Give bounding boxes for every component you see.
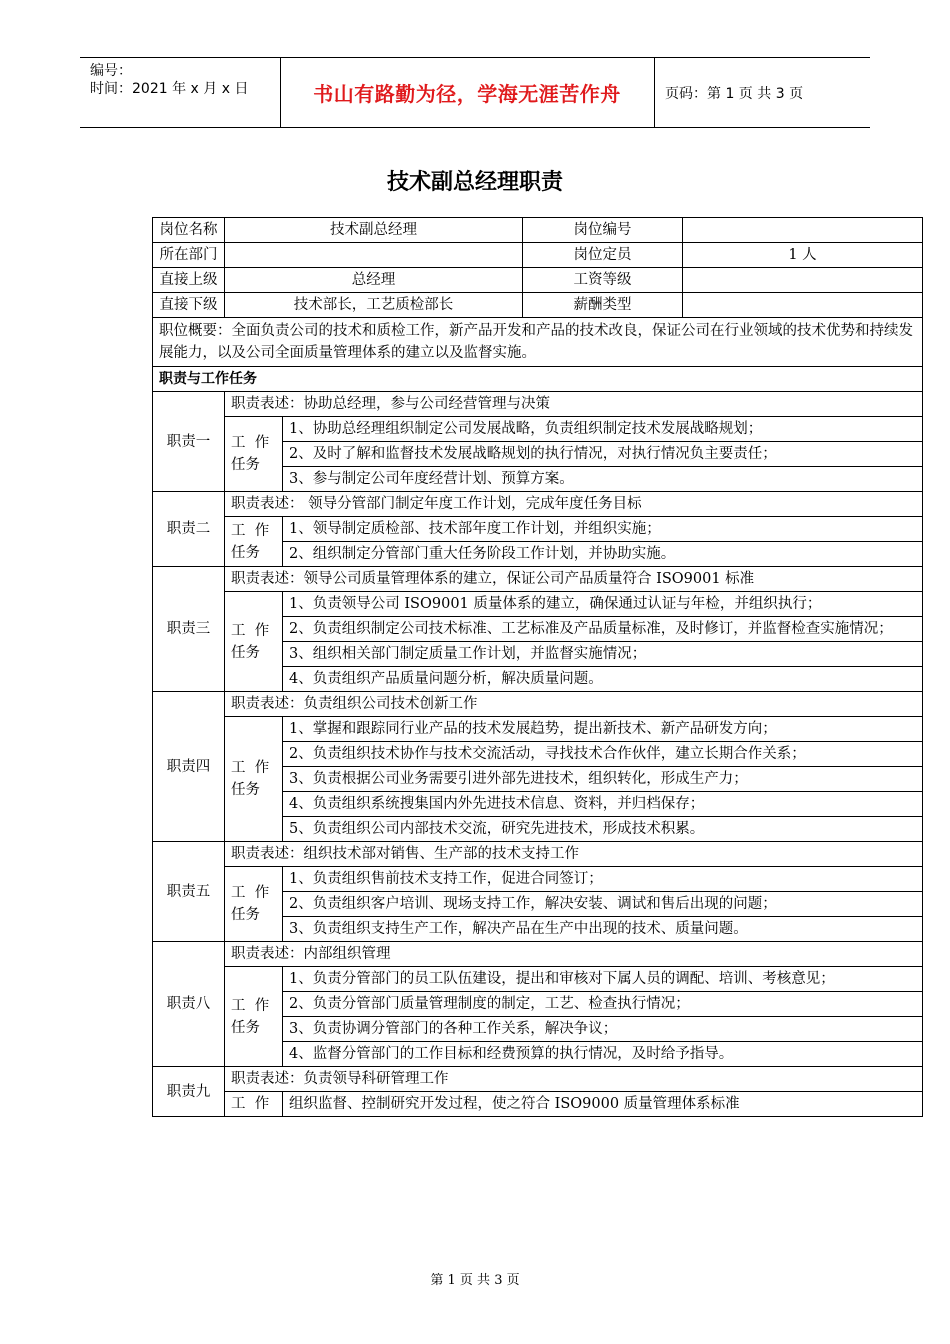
task-item: 4、监督分管部门的工作目标和经费预算的执行情况，及时给予指导。: [283, 1042, 923, 1067]
salary-grade-value: [683, 268, 923, 293]
task-label-line: 任务: [231, 1019, 260, 1036]
duty-statement: 职责表述：负责组织公司技术创新工作: [225, 692, 923, 717]
duty-statement: 职责表述：内部组织管理: [225, 942, 923, 967]
position-name-label: 岗位名称: [153, 218, 225, 243]
task-item: 1、掌握和跟踪同行业产品的技术发展趋势，提出新技术、新产品研发方向；: [283, 717, 923, 742]
position-no-label: 岗位编号: [523, 218, 683, 243]
task-label-line: 任务: [231, 457, 260, 473]
duty-statement-row: [153, 567, 923, 592]
header-motto: 书山有路勤为径，学海无涯苦作舟: [313, 82, 621, 106]
duty-name: 职责五: [153, 842, 225, 942]
task-item: 3、组织相关部门制定质量工作计划，并监督实施情况；: [283, 642, 923, 667]
task-item: 1、负责领导公司 ISO9001 质量体系的建立，确保通过认证与年检，并组织执行；: [283, 592, 923, 617]
document-time: 时间：2021 年 x 月 x 日: [90, 81, 249, 97]
duty-statement: 职责表述：负责领导科研管理工作: [225, 1067, 923, 1092]
task-item: 4、负责组织产品质量问题分析，解决质量问题。: [283, 667, 923, 692]
pay-type-label: 薪酬类型: [523, 293, 683, 318]
task-item: 1、负责分管部门的员工队伍建设，提出和审核对下属人员的调配、培训、考核意见；: [283, 967, 923, 992]
position-name-value: 技术副总经理: [225, 218, 523, 243]
pay-type-value: [683, 293, 923, 318]
duty-statement: 职责表述：协助总经理，参与公司经营管理与决策: [225, 392, 923, 417]
duty-statement-row: [153, 1067, 923, 1092]
overview-row: [153, 318, 923, 367]
info-row: [153, 268, 923, 293]
duty-statement-row: [153, 942, 923, 967]
task-row: [153, 717, 923, 742]
task-item: 组织监督、控制研究开发过程，使之符合 ISO9000 质量管理体系标准: [283, 1092, 923, 1117]
task-item: 4、负责组织系统搜集国内外先进技术信息、资料，并归档保存；: [283, 792, 923, 817]
headcount-value: 1 人: [683, 243, 923, 268]
info-row: [153, 218, 923, 243]
info-row: [153, 243, 923, 268]
task-item: 2、负责分管部门质量管理制度的制定，工艺、检查执行情况；: [283, 992, 923, 1017]
section-heading: 职责与工作任务: [153, 367, 923, 392]
task-label-line: 工 作: [231, 522, 270, 539]
task-item: 3、负责组织支持生产工作，解决产品在生产中出现的技术、质量问题。: [283, 917, 923, 942]
document-header: [80, 57, 870, 128]
task-item: 2、负责组织制定公司技术标准、工艺标准及产品质量标准，及时修订，并监督检查实施情况；: [283, 617, 923, 642]
task-label: [225, 717, 283, 842]
page-title: 技术副总经理职责: [386, 170, 563, 195]
duty-statement-row: [153, 492, 923, 517]
task-item: 1、领导制定质检部、技术部年度工作计划，并组织实施；: [283, 517, 923, 542]
duty-statement-row: [153, 692, 923, 717]
duty-statement-row: [153, 392, 923, 417]
duty-statement-row: [153, 842, 923, 867]
header-divider: [654, 58, 655, 127]
duty-statement: 职责表述：领导公司质量管理体系的建立，保证公司产品质量符合 ISO9001 标准: [225, 567, 923, 592]
task-label: [225, 867, 283, 942]
subordinate-value: 技术部长，工艺质检部长: [225, 293, 523, 318]
subordinate-label: 直接下级: [153, 293, 225, 318]
task-row: [153, 517, 923, 542]
task-row: [153, 417, 923, 442]
task-row: [153, 592, 923, 617]
task-label: [225, 592, 283, 692]
task-label-line: 工 作: [231, 1096, 270, 1112]
task-label-line: 工 作: [231, 997, 270, 1014]
task-item: 3、参与制定公司年度经营计划、预算方案。: [283, 467, 923, 492]
task-item: 2、及时了解和监督技术发展战略规划的执行情况，对执行情况负主要责任；: [283, 442, 923, 467]
duty-statement: 职责表述： 领导分管部门制定年度工作计划，完成年度任务目标: [225, 492, 923, 517]
duty-name: 职责八: [153, 942, 225, 1067]
document-number: 编号：: [90, 63, 132, 79]
task-label-line: 任务: [231, 644, 260, 661]
task-item: 2、组织制定分管部门重大任务阶段工作计划，并协助实施。: [283, 542, 923, 567]
task-label-line: 工 作: [231, 885, 270, 901]
superior-value: 总经理: [225, 268, 523, 293]
task-label-line: 任务: [231, 907, 260, 923]
page-footer: 第 1 页 共 3 页: [430, 1273, 520, 1288]
duty-name: 职责二: [153, 492, 225, 567]
salary-grade-label: 工资等级: [523, 268, 683, 293]
job-overview: 职位概要：全面负责公司的技术和质检工作，新产品开发和产品的技术改良，保证公司在行业领域的技术优势和持续发展能力，以及公司全面质量管理体系的建立以及监督实施。: [153, 318, 923, 367]
task-label-line: 工 作: [231, 622, 270, 639]
section-heading-row: [153, 367, 923, 392]
task-item: 3、负责协调分管部门的各种工作关系，解决争议；: [283, 1017, 923, 1042]
header-meta: [90, 62, 280, 98]
task-label: [225, 517, 283, 567]
task-item: 3、负责根据公司业务需要引进外部先进技术，组织转化，形成生产力；: [283, 767, 923, 792]
task-label-line: 工 作: [231, 435, 270, 451]
task-item: 1、负责组织售前技术支持工作，促进合同签订；: [283, 867, 923, 892]
task-label: [225, 417, 283, 492]
task-row: [153, 967, 923, 992]
position-no-value: [683, 218, 923, 243]
info-row: [153, 293, 923, 318]
task-item: 5、负责组织公司内部技术交流，研究先进技术，形成技术积累。: [283, 817, 923, 842]
duty-name: 职责四: [153, 692, 225, 842]
dept-label: 所在部门: [153, 243, 225, 268]
duty-name: 职责一: [153, 392, 225, 492]
task-row: [153, 867, 923, 892]
superior-label: 直接上级: [153, 268, 225, 293]
task-label: [225, 967, 283, 1067]
dept-value: [225, 243, 523, 268]
task-label-line: 工 作: [231, 760, 270, 776]
header-page-number: 页码：第 1 页 共 3 页: [665, 85, 804, 102]
task-row: [153, 1092, 923, 1117]
duty-name: 职责三: [153, 567, 225, 692]
duty-statement: 职责表述：组织技术部对销售、生产部的技术支持工作: [225, 842, 923, 867]
task-item: 1、协助总经理组织制定公司发展战略，负责组织制定技术发展战略规划；: [283, 417, 923, 442]
headcount-label: 岗位定员: [523, 243, 683, 268]
task-label: [225, 1092, 283, 1117]
duty-name: 职责九: [153, 1067, 225, 1117]
task-label-line: 任务: [231, 544, 260, 561]
task-item: 2、负责组织技术协作与技术交流活动，寻找技术合作伙伴，建立长期合作关系；: [283, 742, 923, 767]
duty-table: [152, 217, 923, 1117]
task-item: 2、负责组织客户培训、现场支持工作，解决安装、调试和售后出现的问题；: [283, 892, 923, 917]
task-label-line: 任务: [231, 782, 260, 798]
